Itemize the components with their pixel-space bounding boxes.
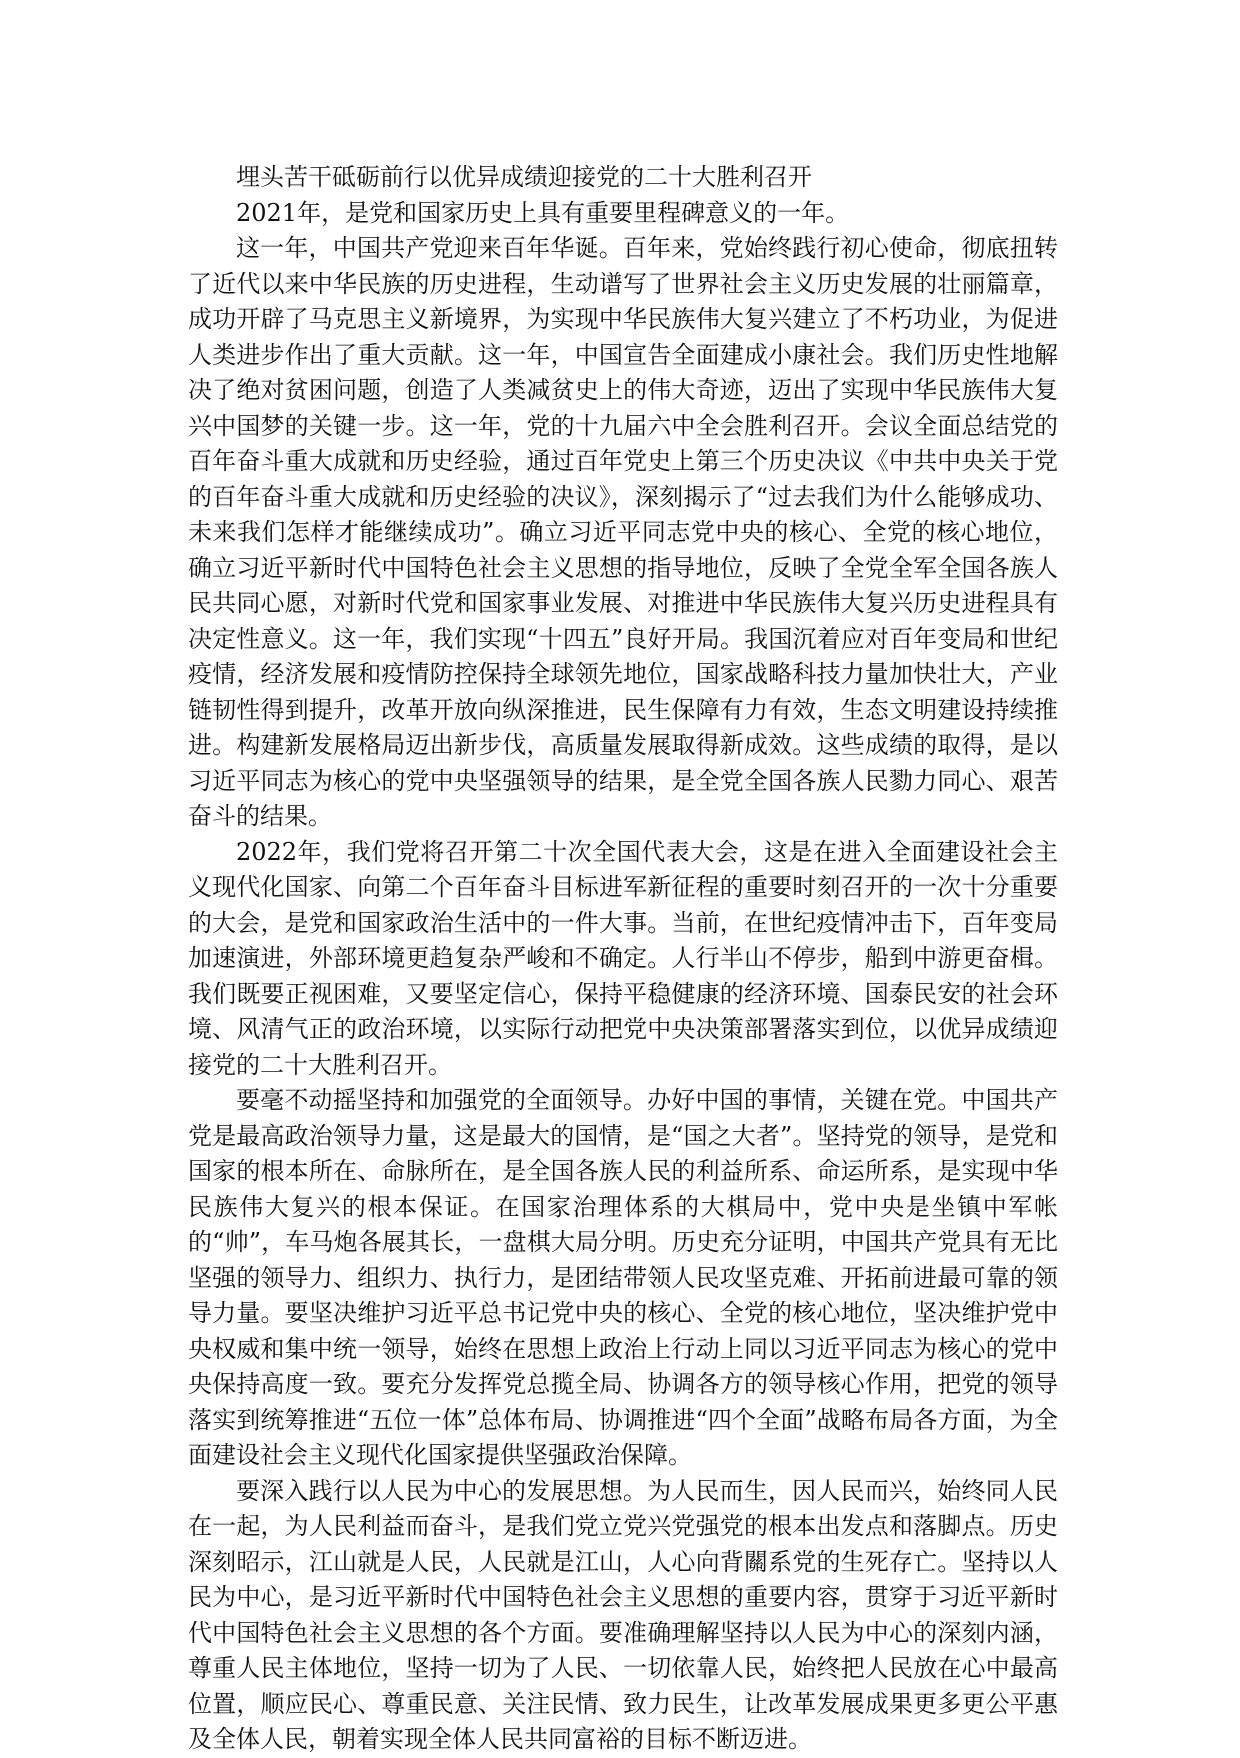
paragraph-party-leadership: 要毫不动摇坚持和加强党的全面领导。办好中国的事情，关键在党。中国共产党是最高政治领导力量，这是最大的国情，是“国之大者”。坚持党的领导，是党和国家的根本所在、命脉所在，是全国各族人民的利益所系、命运所系，是实现中华民族伟大复兴的根本保证。在国家治理体系的大棋局中，党中央是坐镇中军帐的“帅”，车马炮各展其长，一盘棋大局分明。历史充分证明，中国共产党具有无比坚强的领导力、组织力、执行力，是团结带领人民攻坚克难、开拓前进最可靠的领导力量。要坚决维护习近平总书记党中央的核心、全党的核心地位，坚决维护党中央权威和集中统一领导，始终在思想上政治上行动上同以习近平同志为核心的党中央保持高度一致。要充分发挥党总揽全局、协调各方的领导核心作用，把党的领导落实到统筹推进“五位一体”总体布局、协调推进“四个全面”战略布局各方面，为全面建设社会主义现代化国家提供坚强政治保障。: [188, 1086, 1058, 1469]
paragraph-people-centered: 要深入践行以人民为中心的发展思想。为人民而生，因人民而兴，始终同人民在一起，为人民利益而奋斗，是我们党立党兴党强党的根本出发点和落脚点。历史深刻昭示，江山就是人民，人民就是江山，人心向背關系党的生死存亡。坚持以人民为中心，是习近平新时代中国特色社会主义思想的重要内容，贯穿于习近平新时代中国特色社会主义思想的各个方面。要准确理解坚持以人民为中心的深刻内涵，尊重人民主体地位，坚持一切为了人民、一切依靠人民，始终把人民放在心中最高位置，顺应民心、尊重民意、关注民情、致力民生，让改革发展成果更多更公平惠及全体人民，朝着实现全体人民共同富裕的目标不断迈进。: [188, 1476, 1058, 1753]
paragraph-this-year: 这一年，中国共产党迎来百年华诞。百年来，党始终践行初心使命，彻底扭转了近代以来中华民族的历史进程，生动谱写了世界社会主义历史发展的壮丽篇章，成功开辟了马克思主义新境界，为实现中华民族伟大复兴建立了不朽功业，为促进人类进步作出了重大贡献。这一年，中国宣告全面建成小康社会。我们历史性地解决了绝对贫困问题，创造了人类减贫史上的伟大奇迹，迈出了实现中华民族伟大复兴中国梦的关键一步。这一年，党的十九届六中全会胜利召开。会议全面总结党的百年奋斗重大成就和历史经验，通过百年党史上第三个历史决议《中共中央关于党的百年奋斗重大成就和历史经验的决议》，深刻揭示了“过去我们为什么能够成功、未来我们怎样才能继续成功”。确立习近平同志党中央的核心、全党的核心地位，确立习近平新时代中国特色社会主义思想的指导地位，反映了全党全军全国各族人民共同心愿，对新时代党和国家事业发展、对推进中华民族伟大复兴历史进程具有决定性意义。这一年，我们实现“十四五”良好开局。我国沉着应对百年变局和世纪疫情，经济发展和疫情防控保持全球领先地位，国家战略科技力量加快壮大，产业链韧性得到提升，改革开放向纵深推进，民生保障有力有效，生态文明建设持续推进。构建新发展格局迈出新步伐，高质量发展取得新成效。这些成绩的取得，是以习近平同志为核心的党中央坚强领导的结果，是全党全国各族人民勠力同心、艰苦奋斗的结果。: [188, 234, 1058, 830]
paragraph-2022: 2022年，我们党将召开第二十次全国代表大会，这是在进入全面建设社会主义现代化国家、向第二个百年奋斗目标进军新征程的重要时刻召开的一次十分重要的大会，是党和国家政治生活中的一件大事。当前，在世纪疫情冲击下，百年变局加速演进，外部环境更趋复杂严峻和不确定。人行半山不停步，船到中游更奋楫。我们既要正视困难，又要坚定信心，保持平稳健康的经济环境、国泰民安的社会环境、风清气正的政治环境，以实际行动把党中央决策部署落实到位，以优异成绩迎接党的二十大胜利召开。: [188, 837, 1058, 1079]
document-body: [188, 160, 1058, 1758]
document-title: 埋头苦干砥砺前行以优异成绩迎接党的二十大胜利召开: [236, 163, 812, 191]
paragraph-intro: 2021年，是党和国家历史上具有重要里程碑意义的一年。: [236, 198, 850, 227]
